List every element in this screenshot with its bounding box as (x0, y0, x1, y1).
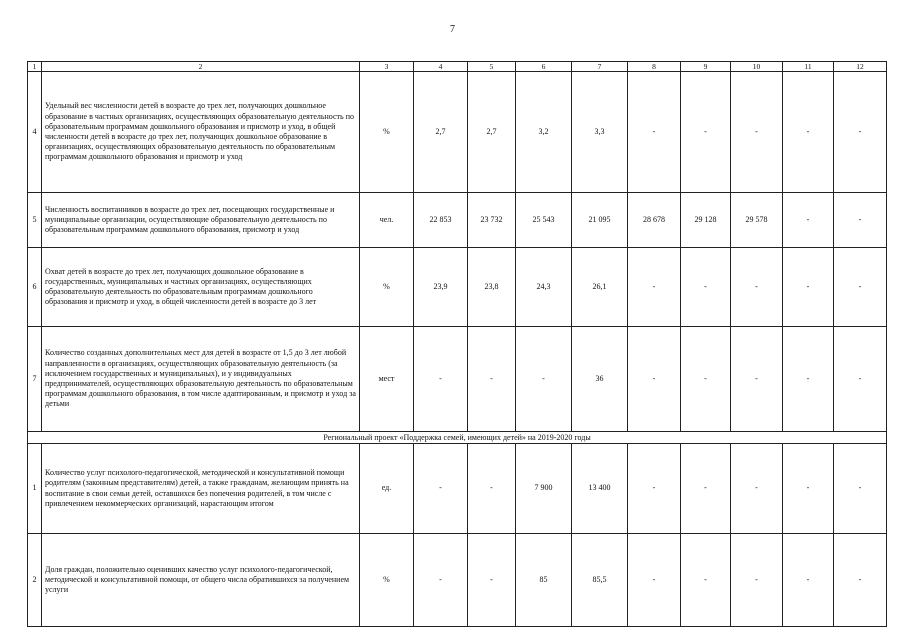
value-cell: 36 (572, 327, 628, 432)
col-header: 4 (414, 62, 468, 72)
value-cell: - (681, 72, 731, 193)
unit-cell: % (360, 248, 414, 327)
table-row (28, 72, 887, 193)
value-cell: - (783, 193, 834, 248)
value-cell: - (681, 327, 731, 432)
section-header-row (28, 432, 887, 444)
col-header: 11 (783, 62, 834, 72)
col-header: 3 (360, 62, 414, 72)
value-cell: 26,1 (572, 248, 628, 327)
unit-cell: % (360, 534, 414, 627)
col-header: 7 (572, 62, 628, 72)
value-cell: 25 543 (516, 193, 572, 248)
col-header: 12 (834, 62, 887, 72)
row-number: 5 (28, 193, 42, 248)
value-cell: 29 128 (681, 193, 731, 248)
col-header: 10 (731, 62, 783, 72)
value-cell: - (834, 248, 887, 327)
value-cell: 22 853 (414, 193, 468, 248)
col-header: 9 (681, 62, 731, 72)
value-cell: 2,7 (468, 72, 516, 193)
value-cell: - (468, 444, 516, 534)
value-cell: 2,7 (414, 72, 468, 193)
value-cell: 21 095 (572, 193, 628, 248)
value-cell: - (731, 72, 783, 193)
value-cell: - (681, 534, 731, 627)
value-cell: - (628, 72, 681, 193)
value-cell: - (414, 327, 468, 432)
indicator-description: Доля граждан, положительно оценивших качество услуг психолого-педагогической, методической и консультативной помощи, от общего числа обратившихся за получением услуги (42, 534, 360, 627)
value-cell: - (783, 72, 834, 193)
value-cell: - (834, 534, 887, 627)
unit-cell: мест (360, 327, 414, 432)
value-cell: 3,3 (572, 72, 628, 193)
indicator-description: Численность воспитанников в возрасте до трех лет, посещающих государственные и муниципальные организации, осуществляющие образовательную деятельность по образовательным программам дошкольного образования, присмотр и уход (42, 193, 360, 248)
col-header: 5 (468, 62, 516, 72)
row-number: 7 (28, 327, 42, 432)
header-row (28, 62, 887, 72)
value-cell: 23,9 (414, 248, 468, 327)
value-cell: 7 900 (516, 444, 572, 534)
col-header: 8 (628, 62, 681, 72)
value-cell: 23,8 (468, 248, 516, 327)
table-row (28, 327, 887, 432)
col-header: 1 (28, 62, 42, 72)
value-cell: - (731, 248, 783, 327)
value-cell: 28 678 (628, 193, 681, 248)
indicator-description: Количество созданных дополнительных мест для детей в возрасте от 1,5 до 3 лет любой направленности в организациях, осуществляющих образовательную деятельность (за исключением государственных и муниципальных), и у индивидуальных предпринимателей, осуществляющих образовательную деятельность по образовательным программам дошкольного образования, в том числе адаптированным, и присмотр и уход за детьми (42, 327, 360, 432)
value-cell: - (834, 444, 887, 534)
row-number: 1 (28, 444, 42, 534)
table-row (28, 248, 887, 327)
value-cell: 85 (516, 534, 572, 627)
unit-cell: чел. (360, 193, 414, 248)
unit-cell: ед. (360, 444, 414, 534)
row-number: 6 (28, 248, 42, 327)
table-row (28, 534, 887, 627)
value-cell: - (681, 444, 731, 534)
value-cell: - (834, 72, 887, 193)
section-title: Региональный проект «Поддержка семей, имеющих детей» на 2019-2020 годы (28, 432, 887, 444)
value-cell: 23 732 (468, 193, 516, 248)
value-cell: - (628, 327, 681, 432)
table-row (28, 444, 887, 534)
indicators-table (27, 61, 887, 627)
table-row (28, 193, 887, 248)
value-cell: - (731, 444, 783, 534)
value-cell: - (414, 444, 468, 534)
value-cell: - (783, 248, 834, 327)
value-cell: - (783, 534, 834, 627)
col-header: 6 (516, 62, 572, 72)
value-cell: - (731, 327, 783, 432)
indicator-description: Охват детей в возрасте до трех лет, получающих дошкольное образование в государственных, муниципальных и частных организациях, осуществляющих образовательную деятельность по образовательным программам дошкольного образования и присмотр и уход, в общей численности детей в возрасте до 3 лет (42, 248, 360, 327)
value-cell: - (681, 248, 731, 327)
value-cell: 24,3 (516, 248, 572, 327)
value-cell: - (516, 327, 572, 432)
value-cell: - (414, 534, 468, 627)
value-cell: - (468, 534, 516, 627)
value-cell: - (783, 444, 834, 534)
value-cell: - (628, 444, 681, 534)
page-number: 7 (450, 24, 455, 35)
value-cell: - (731, 534, 783, 627)
col-header: 2 (42, 62, 360, 72)
value-cell: - (783, 327, 834, 432)
value-cell: - (468, 327, 516, 432)
row-number: 2 (28, 534, 42, 627)
value-cell: - (834, 327, 887, 432)
value-cell: - (628, 534, 681, 627)
indicator-description: Удельный вес численности детей в возрасте до трех лет, получающих дошкольное образование в частных организациях, осуществляющих образовательную деятельность по образовательным программам дошкольного образования и присмотр и уход, в общей численности детей в возрасте до трех лет, получающих дошкольное образование в организациях, осуществляющих образовательную деятельность по образовательным программам дошкольного образования и присмотр и уход (42, 72, 360, 193)
value-cell: - (834, 193, 887, 248)
indicator-description: Количество услуг психолого-педагогической, методической и консультативной помощи родителям (законным представителям) детей, а также гражданам, желающим принять на воспитание в свои семьи детей, оставшихся без попечения родителей, в том числе с привлечением некоммерческих организаций, нарастающим итогом (42, 444, 360, 534)
value-cell: 29 578 (731, 193, 783, 248)
value-cell: 3,2 (516, 72, 572, 193)
row-number: 4 (28, 72, 42, 193)
value-cell: 85,5 (572, 534, 628, 627)
unit-cell: % (360, 72, 414, 193)
value-cell: - (628, 248, 681, 327)
value-cell: 13 400 (572, 444, 628, 534)
